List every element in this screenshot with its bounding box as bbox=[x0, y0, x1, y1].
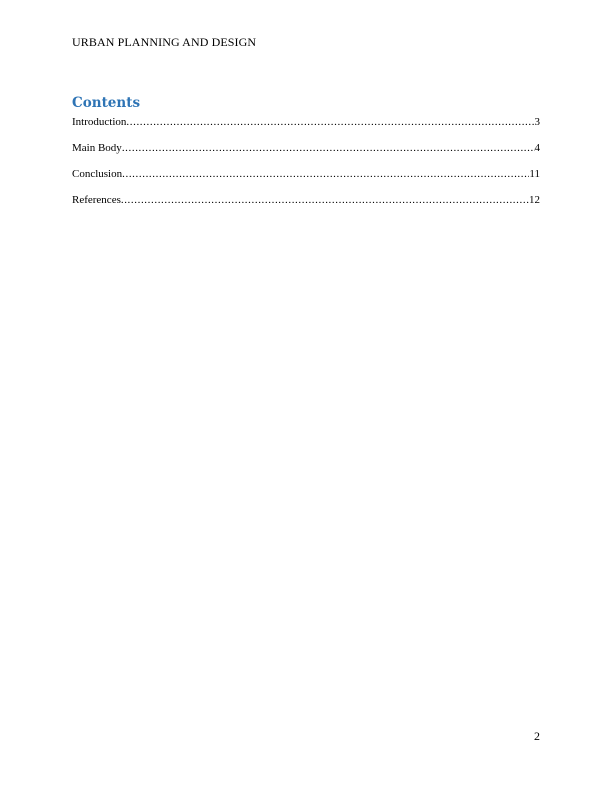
page-number: 2 bbox=[534, 729, 540, 743]
toc-dot-leader bbox=[126, 114, 534, 131]
table-of-contents bbox=[72, 114, 540, 218]
toc-entry-main-body[interactable] bbox=[72, 140, 540, 157]
toc-dot-leader bbox=[122, 166, 529, 183]
toc-entry-label: Conclusion bbox=[72, 168, 123, 180]
toc-entry-label: Main Body bbox=[72, 142, 122, 154]
running-header: URBAN PLANNING AND DESIGN bbox=[72, 35, 257, 49]
toc-entry-page-number: 4 bbox=[534, 142, 540, 154]
toc-entry-label: References bbox=[72, 194, 121, 206]
toc-entry-label: Introduction bbox=[72, 116, 127, 128]
toc-dot-leader bbox=[122, 140, 535, 157]
toc-entry-page-number: 12 bbox=[529, 194, 540, 206]
table-of-contents-heading: Contents bbox=[72, 95, 141, 111]
toc-entry-page-number: 3 bbox=[534, 116, 540, 128]
toc-entry-introduction[interactable] bbox=[72, 114, 540, 131]
toc-entry-page-number: 11 bbox=[529, 168, 540, 180]
toc-dot-leader bbox=[121, 192, 529, 209]
toc-entry-references[interactable] bbox=[72, 192, 540, 209]
toc-entry-conclusion[interactable] bbox=[72, 166, 540, 183]
